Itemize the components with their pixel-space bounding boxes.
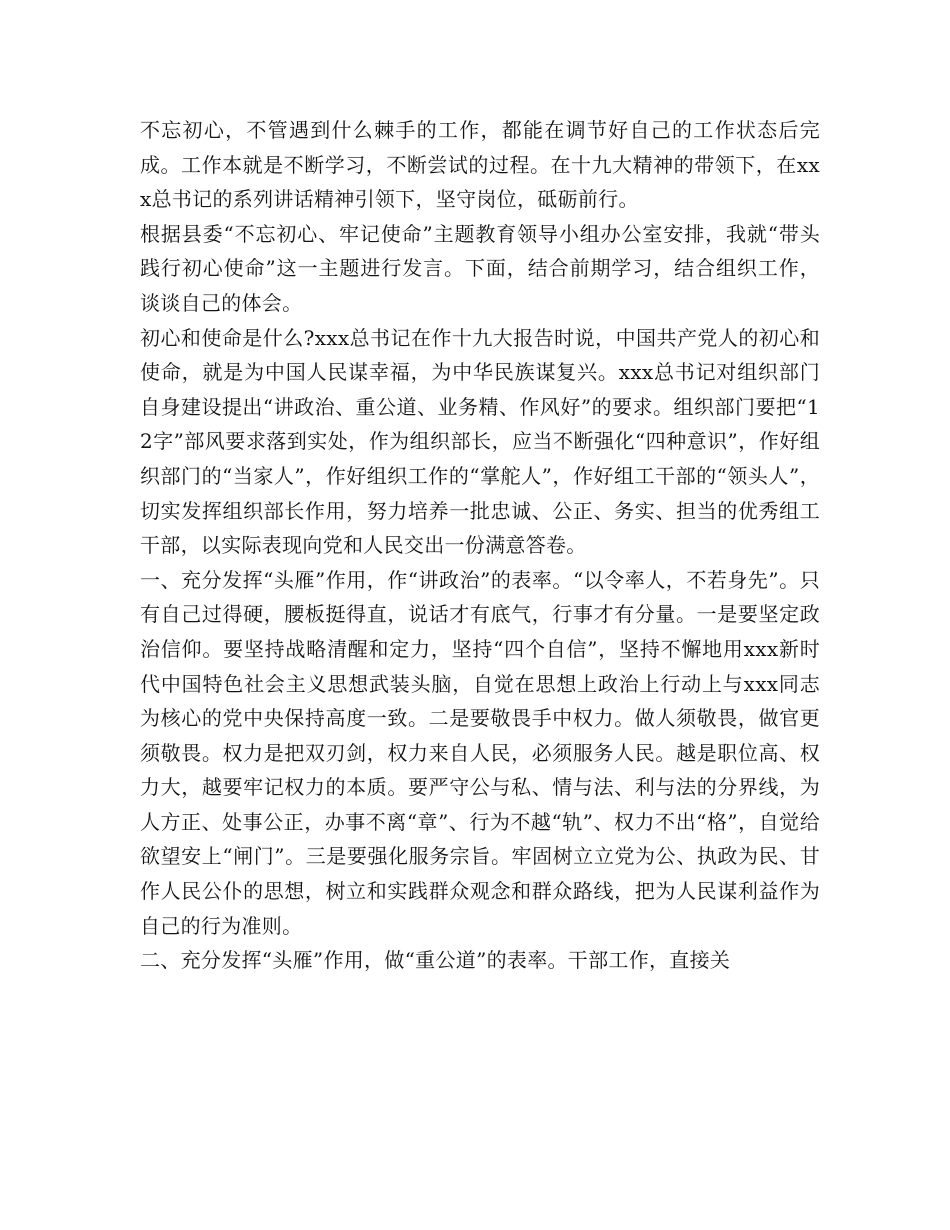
- paragraph-intro: 不忘初心，不管遇到什么棘手的工作，都能在调节好自己的工作状态后完成。工作本就是不断学习，不断尝试的过程。在十九大精神的带领下，在xxx总书记的系列讲话精神引领下，坚守岗位，砥砺前行。: [140, 118, 820, 212]
- paragraph-mission: 初心和使命是什么?xxx总书记在作十九大报告时说，中国共产党人的初心和使命，就是为中国人民谋幸福，为中华民族谋复兴。xxx总书记对组织部门自身建设提出“讲政治、重公道、业务精、作风好”的要求。组织部门要把“12字”部风要求落到实处，作为组织部长，应当不断强化“四种意识”，作好组织部门的“当家人”，作好组织工作的“掌舵人”，作好组工干部的“领头人”，切实发挥组织部长作用，努力培养一批忠诚、公正、务实、担当的优秀组工干部，以实际表现向党和人民交出一份满意答卷。: [140, 325, 820, 558]
- paragraph-arrangement: 根据县委“不忘初心、牢记使命”主题教育领导小组办公室安排，我就“带头践行初心使命”这一主题进行发言。下面，结合前期学习，结合组织工作，谈谈自己的体会。: [140, 221, 820, 315]
- paragraph-section-one: 一、充分发挥“头雁”作用，作“讲政治”的表率。“以令率人，不若身先”。只有自己过得硬，腰板挺得直，说话才有底气，行事才有分量。一是要坚定政治信仰。要坚持战略清醒和定力，坚持“四个自信”，坚持不懈地用xxx新时代中国特色社会主义思想武装头脑，自觉在思想上政治上行动上与xxx同志为核心的党中央保持高度一致。二是要敬畏手中权力。做人须敬畏，做官更须敬畏。权力是把双刃剑，权力来自人民，必须服务人民。越是职位高、权力大，越要牢记权力的本质。要严守公与私、情与法、利与法的分界线，为人方正、处事公正，办事不离“章”、行为不越“轨”、权力不出“格”，自觉给欲望安上“闸门”。三是要强化服务宗旨。牢固树立立党为公、执政为民、甘作人民公仆的思想，树立和实践群众观念和群众路线，把为人民谋利益作为自己的行为准则。: [140, 567, 820, 938]
- document-body: [140, 113, 820, 978]
- paragraph-section-two: 二、充分发挥“头雁”作用，做“重公道”的表率。干部工作，直接关: [140, 948, 731, 973]
